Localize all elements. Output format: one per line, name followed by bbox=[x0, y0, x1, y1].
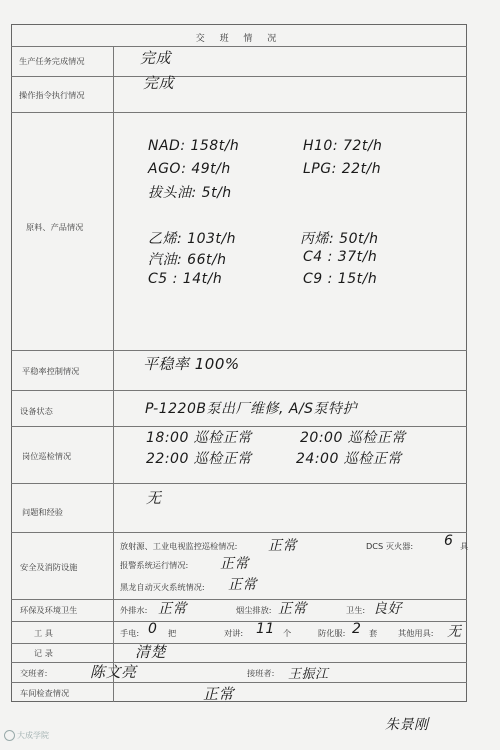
production-task-value: 完成 bbox=[140, 49, 172, 67]
giver-label: 交班者: bbox=[20, 668, 48, 678]
monitor-value: 正常 bbox=[268, 538, 297, 554]
divider bbox=[11, 621, 467, 622]
divider bbox=[11, 643, 467, 644]
dragon-value: 正常 bbox=[228, 577, 257, 593]
protective-suit-value: 2 bbox=[352, 621, 362, 637]
flashlight-unit: 把 bbox=[168, 628, 177, 638]
materials-ago: AGO: 49t/h bbox=[148, 161, 231, 177]
record-value: 清楚 bbox=[135, 643, 167, 661]
flashlight-value: 0 bbox=[148, 621, 158, 637]
materials-propylene: 丙烯: 50t/h bbox=[300, 231, 379, 247]
materials-h10: H10: 72t/h bbox=[303, 138, 383, 154]
protective-suit-unit: 套 bbox=[369, 628, 378, 638]
materials-topping-oil: 拔头油: 5t/h bbox=[148, 185, 232, 201]
other-tools-label: 其他用具: bbox=[398, 628, 434, 638]
stability-value: 平稳率 100% bbox=[143, 355, 240, 373]
materials-c5: C5 : 14t/h bbox=[148, 271, 223, 287]
divider bbox=[11, 390, 467, 391]
receiver-label: 接班者: bbox=[247, 668, 275, 678]
watermark bbox=[4, 730, 49, 741]
materials-label: 原料、产品情况 bbox=[26, 222, 84, 232]
dcs-label: DCS 灭火器: bbox=[366, 541, 414, 551]
operation-instruction-value: 完成 bbox=[143, 74, 175, 92]
materials-lpg: LPG: 22t/h bbox=[303, 161, 382, 177]
materials-naphtha: NAD: 158t/h bbox=[148, 138, 240, 154]
issues-value: 无 bbox=[146, 489, 162, 507]
giver-value: 陈文亮 bbox=[90, 663, 137, 681]
divider bbox=[11, 483, 467, 484]
inspection-value: 正常 bbox=[203, 685, 235, 703]
stability-label: 平稳率控制情况 bbox=[22, 366, 80, 376]
divider bbox=[11, 532, 467, 533]
sheet-title: 交 班 情 况 bbox=[195, 34, 283, 44]
radio-value: 11 bbox=[256, 621, 275, 637]
materials-ethylene: 乙烯: 103t/h bbox=[148, 231, 236, 247]
record-label: 记 录 bbox=[34, 648, 53, 658]
patrol-20: 20:00 巡检正常 bbox=[300, 430, 406, 446]
alarm-label: 报警系统运行情况: bbox=[120, 560, 189, 570]
drain-value: 正常 bbox=[158, 601, 187, 617]
smoke-label: 烟尘排放: bbox=[236, 605, 272, 615]
patrol-label: 岗位巡检情况 bbox=[22, 451, 72, 461]
other-tools-value: 无 bbox=[447, 624, 462, 640]
smoke-value: 正常 bbox=[278, 601, 307, 617]
dcs-unit: 具 bbox=[460, 541, 469, 551]
divider bbox=[11, 46, 467, 47]
patrol-24: 24:00 巡检正常 bbox=[296, 451, 402, 467]
patrol-22: 22:00 巡检正常 bbox=[146, 451, 252, 467]
drain-label: 外排水: bbox=[120, 605, 148, 615]
equipment-value: P-1220B泵出厂维修, A/S泵特护 bbox=[145, 401, 358, 417]
radio-label: 对讲: bbox=[224, 628, 244, 638]
dragon-label: 黑龙自动灭火系统情况: bbox=[120, 582, 205, 592]
radio-unit: 个 bbox=[283, 628, 292, 638]
equipment-label: 设备状态 bbox=[20, 406, 53, 416]
receiver-value: 王振江 bbox=[288, 667, 329, 682]
safety-label: 安全及消防设施 bbox=[20, 562, 78, 572]
divider bbox=[11, 350, 467, 351]
divider bbox=[11, 76, 467, 77]
materials-c4: C4 : 37t/h bbox=[303, 249, 378, 265]
operation-instruction-label: 操作指令执行情况 bbox=[19, 90, 85, 100]
watermark-logo-icon bbox=[4, 730, 15, 741]
patrol-18: 18:00 巡检正常 bbox=[146, 430, 252, 446]
issues-label: 问题和经验 bbox=[22, 507, 63, 517]
production-task-label: 生产任务完成情况 bbox=[19, 56, 85, 66]
divider bbox=[11, 682, 467, 683]
environment-label: 环保及环境卫生 bbox=[20, 605, 78, 615]
monitor-label: 放射源、工业电视监控巡检情况: bbox=[120, 541, 238, 551]
divider bbox=[11, 662, 467, 663]
label-column-divider bbox=[113, 46, 114, 702]
watermark-text: 大成学院 bbox=[17, 731, 49, 740]
hygiene-value: 良好 bbox=[373, 601, 402, 617]
materials-gasoline: 汽油: 66t/h bbox=[148, 252, 227, 268]
inspection-label: 车间检查情况 bbox=[20, 688, 70, 698]
materials-c9: C9 : 15t/h bbox=[303, 271, 378, 287]
flashlight-label: 手电: bbox=[120, 628, 140, 638]
dcs-value: 6 bbox=[444, 533, 454, 549]
hygiene-label: 卫生: bbox=[346, 605, 366, 615]
protective-suit-label: 防化服: bbox=[318, 628, 346, 638]
inspector-signature: 朱景刚 bbox=[385, 717, 429, 733]
alarm-value: 正常 bbox=[220, 556, 249, 572]
tools-label: 工 具 bbox=[34, 628, 53, 638]
divider bbox=[11, 112, 467, 113]
